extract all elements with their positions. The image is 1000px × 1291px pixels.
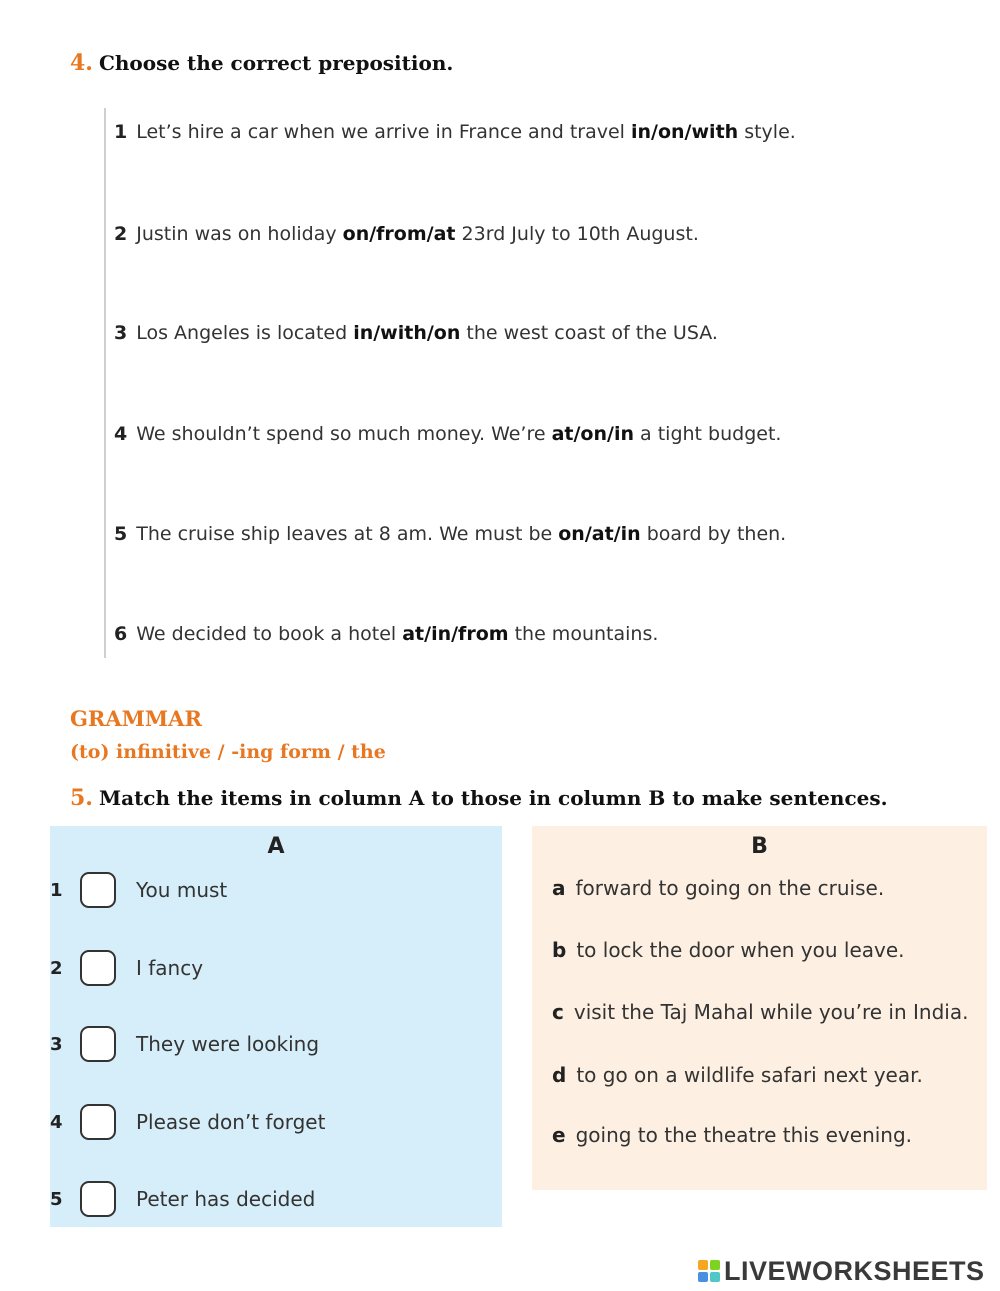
column-b-text: going to the theatre this evening. bbox=[575, 1123, 913, 1147]
answer-input-box[interactable] bbox=[80, 1181, 116, 1217]
row-number: 1 bbox=[50, 880, 63, 901]
column-b-panel bbox=[532, 826, 987, 1190]
exercise-4-item bbox=[114, 322, 718, 344]
column-a-text: Peter has decided bbox=[136, 1187, 316, 1211]
exercise-4-heading bbox=[70, 50, 453, 76]
item-number: 2 bbox=[114, 223, 128, 245]
item-number: 1 bbox=[114, 121, 128, 143]
column-b-text: to lock the door when you leave. bbox=[576, 938, 905, 962]
exercise-4-number: 4. bbox=[70, 50, 93, 76]
item-text: the west coast of the USA. bbox=[460, 322, 718, 344]
answer-input-box[interactable] bbox=[80, 950, 116, 986]
item-text: Los Angeles is located bbox=[136, 322, 354, 344]
exercise-4-item bbox=[114, 121, 796, 143]
answer-input-box[interactable] bbox=[80, 1104, 116, 1140]
item-number: 3 bbox=[114, 322, 128, 344]
column-a-row bbox=[50, 1181, 502, 1221]
column-b-text: visit the Taj Mahal while you’re in India. bbox=[573, 1000, 969, 1024]
item-text: board by then. bbox=[640, 523, 787, 545]
item-text: Justin was on holiday bbox=[136, 223, 343, 245]
grammar-title: GRAMMAR bbox=[70, 706, 202, 731]
column-b-row bbox=[552, 876, 884, 900]
item-text: We shouldn’t spend so much money. We’re bbox=[136, 423, 552, 445]
column-a-row bbox=[50, 1026, 502, 1066]
column-a-text: You must bbox=[136, 878, 228, 902]
item-number: 5 bbox=[114, 523, 128, 545]
logo-square bbox=[698, 1260, 708, 1270]
logo-square bbox=[710, 1272, 720, 1282]
column-a-text: They were looking bbox=[136, 1032, 320, 1056]
exercise-4-instruction: Choose the correct preposition. bbox=[98, 51, 454, 75]
column-b-row bbox=[552, 1000, 968, 1024]
row-number: 5 bbox=[50, 1189, 63, 1210]
exercise-5-number: 5. bbox=[70, 785, 93, 811]
column-a-row bbox=[50, 872, 502, 912]
exercise-5-instruction: Match the items in column A to those in column B to make sentences. bbox=[98, 786, 888, 810]
column-a-text: Please don’t forget bbox=[136, 1110, 326, 1134]
exercise-5-heading bbox=[70, 785, 888, 811]
row-letter: b bbox=[552, 938, 567, 962]
preposition-options[interactable]: in/on/with bbox=[631, 121, 739, 143]
row-letter: d bbox=[552, 1063, 567, 1087]
preposition-options[interactable]: at/on/in bbox=[551, 423, 634, 445]
column-b-row bbox=[552, 1123, 912, 1147]
column-b-text: forward to going on the cruise. bbox=[575, 876, 885, 900]
item-text: the mountains. bbox=[508, 623, 659, 645]
item-text: Let’s hire a car when we arrive in France and travel bbox=[136, 121, 631, 143]
row-number: 4 bbox=[50, 1112, 63, 1133]
column-a-text: I fancy bbox=[136, 956, 204, 980]
item-text: 23rd July to 10th August. bbox=[455, 223, 699, 245]
item-text: We decided to book a hotel bbox=[136, 623, 403, 645]
exercise-4-item bbox=[114, 223, 699, 245]
column-b-row bbox=[552, 1063, 923, 1087]
answer-input-box[interactable] bbox=[80, 1026, 116, 1062]
liveworksheets-logo[interactable] bbox=[698, 1256, 985, 1286]
grammar-subtitle: (to) infinitive / -ing form / the bbox=[70, 741, 386, 763]
logo-square bbox=[710, 1260, 720, 1270]
exercise-4-item bbox=[114, 423, 781, 445]
row-letter: c bbox=[552, 1000, 564, 1024]
item-text: a tight budget. bbox=[634, 423, 782, 445]
preposition-options[interactable]: at/in/from bbox=[402, 623, 509, 645]
liveworksheets-icon bbox=[698, 1260, 720, 1282]
row-number: 3 bbox=[50, 1034, 63, 1055]
item-text: style. bbox=[738, 121, 796, 143]
preposition-options[interactable]: in/with/on bbox=[353, 322, 461, 344]
answer-input-box[interactable] bbox=[80, 872, 116, 908]
item-number: 6 bbox=[114, 623, 128, 645]
row-letter: e bbox=[552, 1123, 566, 1147]
exercise-4-item bbox=[114, 523, 786, 545]
preposition-options[interactable]: on/from/at bbox=[342, 223, 456, 245]
column-a-header: A bbox=[267, 834, 285, 859]
row-number: 2 bbox=[50, 958, 63, 979]
column-b-text: to go on a wildlife safari next year. bbox=[576, 1063, 923, 1087]
exercise-4-item bbox=[114, 623, 658, 645]
column-a-row bbox=[50, 1104, 502, 1144]
column-a-panel bbox=[50, 826, 502, 1227]
column-b-header: B bbox=[751, 834, 768, 859]
liveworksheets-wordmark: LIVEWORKSHEETS bbox=[724, 1255, 985, 1286]
exercise-4-margin-line bbox=[104, 108, 106, 658]
column-a-row bbox=[50, 950, 502, 990]
column-b-row bbox=[552, 938, 905, 962]
row-letter: a bbox=[552, 876, 566, 900]
preposition-options[interactable]: on/at/in bbox=[558, 523, 641, 545]
item-text: The cruise ship leaves at 8 am. We must be bbox=[136, 523, 559, 545]
item-number: 4 bbox=[114, 423, 128, 445]
logo-square bbox=[698, 1272, 708, 1282]
